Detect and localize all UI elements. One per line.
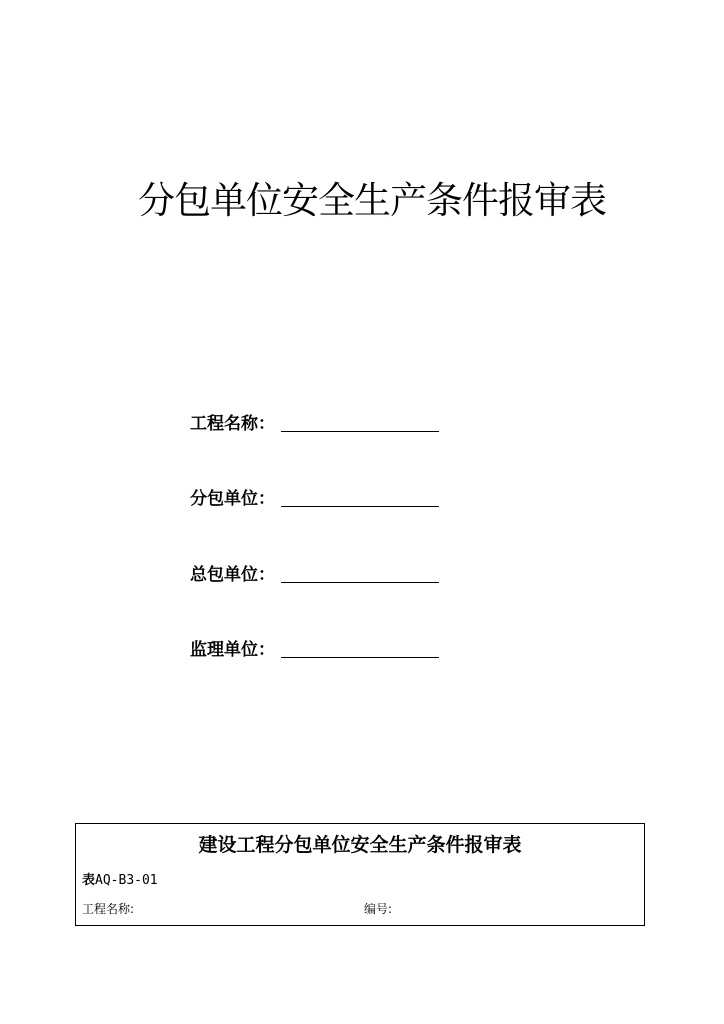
- supervision-unit-field: [190, 636, 439, 660]
- subcontractor-label: 分包单位：: [190, 489, 275, 509]
- subcontractor-blank-line: [281, 506, 439, 507]
- form-project-name-label: 工程名称:: [82, 902, 135, 916]
- supervision-unit-blank-line: [281, 657, 439, 658]
- form-code: [82, 869, 158, 888]
- project-name-label: 工程名称：: [190, 414, 275, 434]
- subcontractor-field: [190, 485, 439, 509]
- form-number-label: 编号:: [364, 902, 393, 916]
- document-title: 分包单位安全生产条件报审表: [138, 179, 606, 222]
- form-code-value: AQ-B3-01: [95, 873, 158, 888]
- general-contractor-field: [190, 561, 439, 585]
- general-contractor-blank-line: [281, 582, 439, 583]
- project-name-blank-line: [281, 431, 439, 432]
- supervision-unit-label: 监理单位：: [190, 640, 275, 660]
- general-contractor-label: 总包单位：: [190, 565, 275, 585]
- form-header-box: [75, 823, 645, 926]
- form-code-prefix: 表: [82, 873, 96, 888]
- project-name-field: [190, 410, 439, 434]
- form-title: 建设工程分包单位安全生产条件报审表: [198, 834, 522, 856]
